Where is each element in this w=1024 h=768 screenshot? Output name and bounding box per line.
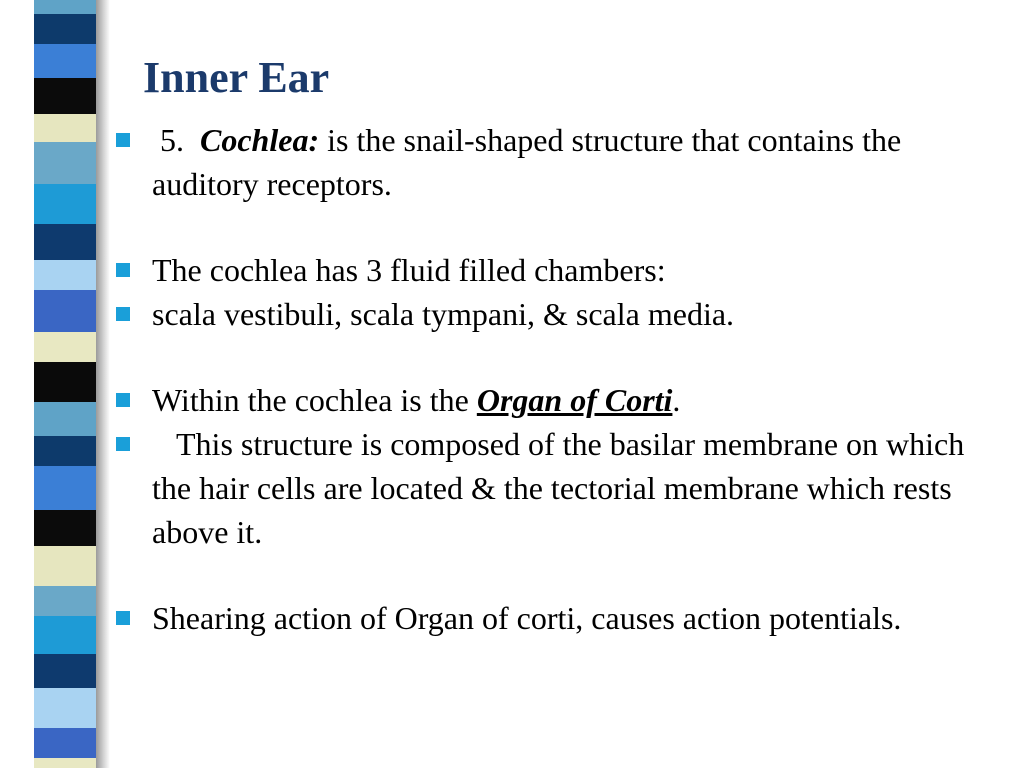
strip-shadow (96, 0, 110, 768)
strip-band (34, 290, 96, 332)
strip-band (34, 546, 96, 586)
bullet-text: This structure is composed of the basilar membrane on which the hair cells are located & the tectorial membrane which rests above it. (152, 426, 973, 550)
strip-band (34, 758, 96, 768)
strip-band (34, 616, 96, 654)
bullet-structure (112, 422, 992, 554)
bullet-prefix: Within the cochlea is the (152, 382, 477, 418)
strip-band (34, 688, 96, 728)
strip-band (34, 114, 96, 142)
bullet-square-icon (116, 307, 130, 321)
strip-band (34, 332, 96, 362)
bullet-rest: is the snail-shaped structure that contains the auditory receptors. (152, 122, 902, 202)
strip-band (34, 184, 96, 224)
bullet-chambers (112, 248, 992, 292)
bullet-shearing (112, 596, 992, 640)
strip-band (34, 362, 96, 402)
term-cochlea: Cochlea: (200, 122, 320, 158)
bullet-text: scala vestibuli, scala tympani, & scala media. (152, 296, 735, 332)
strip-band (34, 654, 96, 688)
strip-band (34, 0, 96, 14)
strip-band (34, 466, 96, 510)
bullet-scala (112, 292, 992, 336)
decorative-strip (34, 0, 96, 768)
bullet-cochlea (112, 118, 992, 206)
bullet-text: The cochlea has 3 fluid filled chambers: (152, 252, 666, 288)
strip-band (34, 44, 96, 78)
bullet-list (112, 118, 992, 640)
bullet-prefix: 5. (152, 122, 200, 158)
strip-band (34, 402, 96, 436)
bullet-organ-of-corti (112, 378, 992, 422)
slide-title: Inner Ear (143, 53, 330, 102)
strip-band (34, 224, 96, 260)
strip-band (34, 728, 96, 758)
strip-band (34, 260, 96, 290)
bullet-rest: . (672, 382, 681, 418)
bullet-text: Shearing action of Organ of corti, causes action potentials. (152, 600, 902, 636)
bullet-square-icon (116, 437, 130, 451)
bullet-square-icon (116, 133, 130, 147)
strip-band (34, 510, 96, 546)
strip-band (34, 14, 96, 44)
strip-band (34, 78, 96, 114)
strip-band (34, 142, 96, 184)
bullet-square-icon (116, 611, 130, 625)
strip-band (34, 586, 96, 616)
strip-band (34, 436, 96, 466)
bullet-square-icon (116, 393, 130, 407)
bullet-square-icon (116, 263, 130, 277)
term-organ-of-corti: Organ of Corti (476, 382, 673, 418)
